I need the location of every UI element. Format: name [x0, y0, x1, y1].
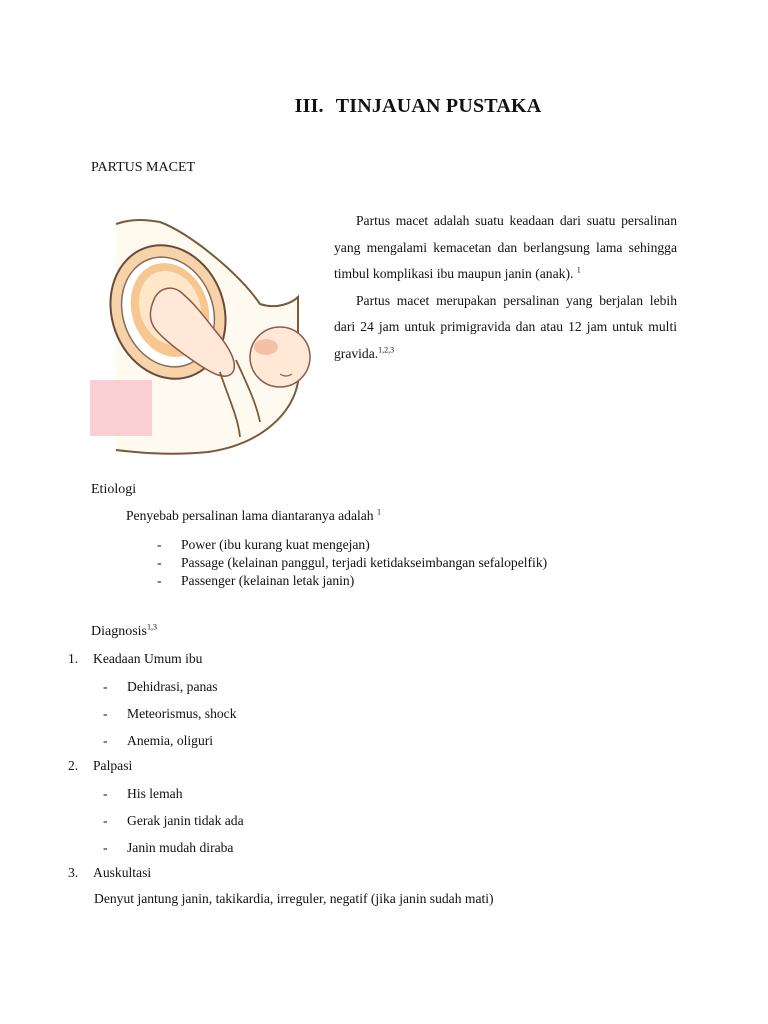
chapter-title: TINJAUAN PUSTAKA: [335, 95, 542, 117]
citation: 1: [377, 507, 381, 517]
subitem: - Gerak janin tidak ada: [127, 807, 244, 834]
item-label: Palpasi: [93, 758, 133, 773]
auskultasi-detail: Denyut jantung janin, takikardia, irreguler, negatif (jika janin sudah mati): [94, 891, 494, 906]
item-label: Keadaan Umum ibu: [93, 651, 203, 666]
cause-item: - Passenger (kelainan letak janin): [181, 572, 547, 590]
subitem: - Anemia, oliguri: [127, 727, 237, 754]
etiologi-intro: [126, 508, 381, 524]
intro-paragraph-1: [334, 208, 677, 288]
subitem: - Dehidrasi, panas: [127, 673, 237, 700]
etiologi-cause-list: [181, 536, 547, 590]
page-title: [0, 95, 768, 118]
intro-paragraphs: [334, 208, 677, 367]
cause-item: - Power (ibu kurang kuat mengejan): [181, 536, 547, 554]
citation: 1,3: [147, 622, 157, 632]
citation: 1: [576, 265, 581, 275]
diagnosis-heading-text: Diagnosis: [91, 624, 147, 639]
intro-paragraph-1-text: Partus macet adalah suatu keadaan dari suatu persalinan yang mengalami kemacetan dan berlangsung lama sehingga timbul komplikasi ibu maupun janin (anak).: [334, 213, 677, 281]
subitem: - His lemah: [127, 780, 244, 807]
etiologi-heading: Etiologi: [91, 482, 137, 497]
etiologi-intro-text: Penyebab persalinan lama diantaranya adalah: [126, 508, 377, 523]
fetus-in-uterus-icon: [88, 212, 318, 457]
item-number: 2.: [68, 758, 79, 773]
subitem: - Meteorismus, shock: [127, 700, 237, 727]
citation: 1,2,3: [378, 344, 395, 354]
item-number: 3.: [68, 865, 79, 880]
diagnosis-item-1-list: [127, 673, 237, 754]
section-heading: PARTUS MACET: [91, 160, 196, 175]
item-number: 1.: [68, 651, 79, 666]
chapter-number: III.: [294, 95, 324, 117]
diagnosis-heading: [91, 624, 157, 640]
subitem: - Janin mudah diraba: [127, 834, 244, 861]
diagnosis-item-2-list: [127, 780, 244, 861]
intro-paragraph-2-text: Partus macet merupakan persalinan yang berjalan lebih dari 24 jam untuk primigravida dan atau 12 jam untuk multi gravida.: [334, 292, 677, 361]
cause-item: - Passage (kelainan panggul, terjadi ketidakseimbangan sefalopelfik): [181, 554, 547, 572]
item-label: Auskultasi: [93, 865, 152, 880]
fetus-in-uterus-illustration: [88, 212, 318, 457]
intro-paragraph-2: [334, 288, 677, 368]
